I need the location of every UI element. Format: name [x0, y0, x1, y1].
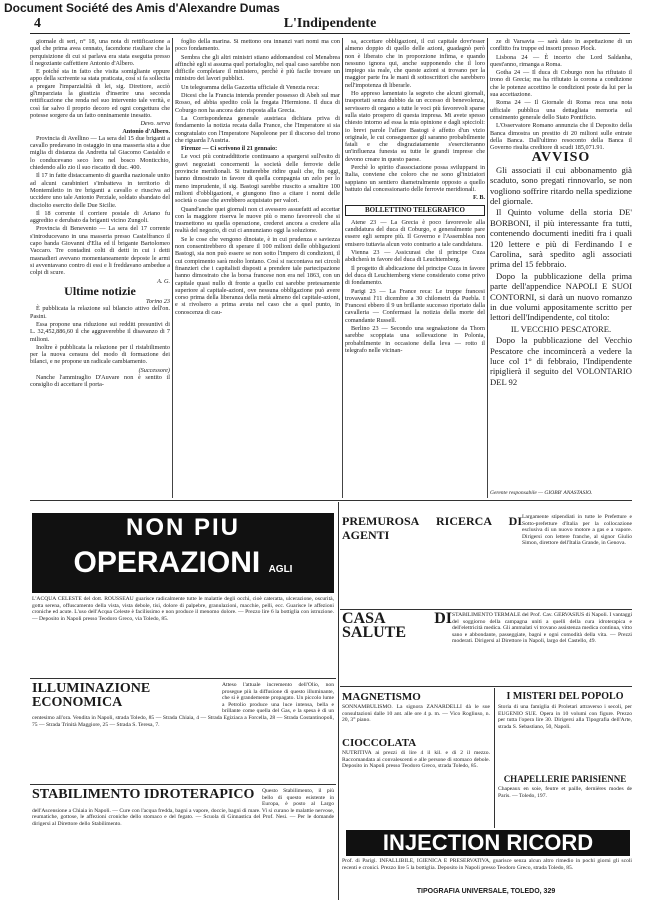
telegram: Atene 23 — La Grecia è poco favorevole alla candidatura del duca di Coburgo, e generalmente pare essere egli sempre più. Il Governo e l'Assemblea non emisero tuttavia alcun voto contrario a tale candidatura. [345, 218, 485, 248]
novel-title: IL VECCHIO PESCATORE. [510, 323, 612, 334]
casa-salute-title: CASA DI SALUTE [342, 612, 452, 641]
telegram: L'Osservatore Romano annunzia che il Deposito della Banca dimostra un prestito di 20 milioni sulle entrate della Banca. Dall'ultimo resoconto della Banca il Governo risulta creditore di scudi 185,071.91. [490, 122, 632, 152]
column-rule [172, 38, 173, 498]
article-paragraph: E poiché sta in fatto che visita somigliante eppure appo della scrivente sa stata praticata, così si fa sollecita a pregare l'imparzialità di lei, sig. Direttore, acciò gl'imparziata la giustizia d'inserire una seconda rettificazione che renda nel suo intervento tale verità, e così far salvo il proprio decoro ed ogni congettura che potesse sorgere da un fatto onninamente inesatto. [30, 68, 170, 119]
premurosa-title: PREMUROSA RICERCA DI AGENTI [342, 514, 522, 542]
stabilimento-ad [32, 788, 334, 896]
article-paragraph: La Corrispondenza generale austriaca dichiara priva di fondamento la notizia recata dalla France, che l'Imperatore si sia congratulato con l'Imperatore Napoleone per il discorso del trono che riguarda l'Austria. [175, 114, 340, 144]
article-paragraph: Nanche l'ammiraglio D'Auvare non è sentito il consiglio di accettare il porta- [30, 374, 170, 389]
column-2 [175, 38, 340, 498]
article-paragraph: Il 17 in fatte distaccamento di guardia nazionale unito ad alcuni carabinieri s'imbatteva in territorio di Montemiletto in tre briganti a cavallo e riusciva ad uccidere uno tale Antonio Perziale, soldato sbandato del disciolto esercito delle Due Sicilie. [30, 172, 170, 209]
gerente-line: Gerente responsabile — GIOBB' ANASTASIO. [490, 490, 593, 496]
article-paragraph: sa, accettare obbligazioni, il cui capitale dovr'esser almeno doppio di quello delle azioni, guadagnò però non è liberato che in proporzione infima, e quando nessuno ignora qui, anche supponendo che il loro impiego sia reale, che queste azioni si trovano per la maggior parte fra le mani di sottoscrittori che sarebbero nell'impotenza di liberarle. [345, 38, 485, 89]
article-paragraph: Quand'anche quei giornali non ci avessero assuefatti ad accettar con la maggiore riserva le nuove più o meno favorevoli che si trasmettono su quella operazione, crederei ancora a credere alla realtà del negozio, di cui ci annunziano oggi la soluzione. [175, 205, 340, 235]
notice-paragraph: Dopo la pubblicazione del Vecchio Pescatore che incomincerà a vedere la luce col 1° di febbraio, l'Indipendente ripiglierà il seguito del VOLONTARIO DEL 92 [490, 335, 632, 387]
illuminazione-body: Atteso l'attuale incremento dell'Olio, non prosegue più la diffusione di questo illuminante, che si è grandemente propagato. Un piccolo lume a Petrolio produce una luce intensa, bella e brillante come quella del Gas, e la spesa è di un centesimo all'ora. Vendita in Napoli, strada Toledo, 85 — Strada Chiaia, 4 — Strada Egiziaca a Forcella, 28 — Strada Costantinopoli, 75 — Strada Trinità Maggiore, 25 — Strada S. Teresa, 7. [32, 682, 334, 728]
ads-inner-rule [494, 688, 495, 828]
article-paragraph: Se le cose che vengono dinotate, è in cui prudenza e saviezza non consentirebbero di sperare il 100 milioni delle obbligazioni Bastogi, sia non può essere se non sotto l'impero di condizioni, il cui compimento sarà molto lontano. Così si raccontava nei circoli finanzieri che i capitalisti disposti a prendere tale partecipazione hanno dimostrato che la borsa francese non era nel 1863, con un capitale quasi nullo di fronte a quello cui sarebbe pretesamente superiore al capitale-azioni, ove nessuna obbligazione può avere corso prima della liberanza della metà almeno del capitale-azioni, e si rivolsero a prima avuta nel caso che a quel punto, in conoscenza di cau- [175, 235, 340, 316]
avviso-heading: AVVISO [531, 150, 591, 166]
article-paragraph: Perchè lo spirito d'associazione possa svilupparsi in Italia, conviene che coloro che ne sono gl'iniziatori sappiano un sentiero diametralmente opposto a quello battuto dal concessionario delle ferrovie meridionali. [345, 164, 485, 193]
article-paragraph: Il 18 corrente il corriere postale di Ariano fu aggredito e derubato da briganti vicino Zungoli. [30, 209, 170, 225]
occhi-title-line1: NON PIU [125, 514, 240, 541]
notice-paragraph: Dopo la pubblicazione della prima parte dell'appendice NAPOLI E SUOI CONTORNI, si darà un nuovo romanzo in due volumi appositamente scritto per lettori dell'Indipendente, col titolo: [490, 270, 632, 323]
chapellerie-ad [498, 772, 632, 826]
article-paragraph: Sembra che gli altri ministri stiano addomandosi col Menabrea affinchè egli si assuma quel portafoglio, nel qual caso sarebbe non difficile completare il ministero, perchè è più facile trovare un ministro dei lavori pubblici. [175, 53, 340, 83]
masthead: L'Indipendente [283, 16, 377, 31]
article-paragraph: Essa propone una riduzione sui redditi presuntivi di L. 32,452,886,60 il che aggraverebbe il disavanzo di 7 milioni. [30, 320, 170, 343]
column-1 [30, 38, 170, 498]
telegram: Roma 24 — Il Giornale di Roma reca una nota ufficiale pubblica una dettagliata memoria sul censimento generale dello Stato Pontificio. [490, 99, 632, 121]
magnetismo-body: SONNAMBULISMO. La signora ZANARDELLI dà le sue consultazioni dalle 10 ant. alle ore 4 p. m. — Vico Rogliuso, n. 20, 3° piano. [342, 704, 490, 724]
premurosa-ad [342, 514, 632, 609]
article-paragraph: Le voci più contraddittorie continuano a spargersi sull'esito di gravi negoziati concernenti la società delle ferrovie delle provincie meridionali. Si tratterebbe ridire quali che, fin oggi, hanno dimostrato in favore di quella compagnia un zelo per lo meno imprudente, il sig. Bastogi sarebbe riuscito a smaltire 100 milioni d'obbligazioni, e giungono fino a citare i nomi delle società o case che avrebbero acquistato per valori. [175, 153, 340, 205]
signature-prefix: Devo. serva [140, 120, 170, 128]
article-paragraph: Inoltre è pubblicata la relazione per il ristabilimento per la nuova censura del modo di formazione dei bilanci, e ne propone un radicale cambiamento. [30, 343, 170, 366]
article-paragraph: Un telegramma della Gazzetta ufficiale di Venezia reca: [181, 83, 320, 91]
misteri-body: Storia di una famiglia di Proletari attraverso i secoli, per EUGENIO SUE. Opera in 10 volumi con figure. Prezzo per tutta l'opera lire 30. Dirigersi alla Tipografia dell'Arte, strada S. Sebastiano, 50, Napoli. [498, 704, 632, 730]
column-rule [487, 38, 488, 498]
occhi-banner [32, 513, 334, 593]
telegram: Berlino 23 — Secondo una segnalazione da Thorn sarebbe scoppiata una sollevazione in Polonia, probabilmente in occasione della leva — rotto il telegrafo nelle vicinan- [345, 324, 485, 354]
casa-salute-body: STABILIMENTO TERMALE del Prof. Cav. GERVASIUS di Napoli. I vantaggi del soggiorno della campagna uniti a quelli della cura idroterapica e dell'elettricità medica. Gli ammalati vi trovano assistenza medica continua, vitto sano e abbondante, passeggiate, bagni e ogni comodità della vita. — Prezzi moderati. Dirigersi al Direttore in Napoli, largo del Castello, 49. [452, 612, 632, 645]
cioccolata-ad [342, 736, 490, 826]
column-4 [490, 38, 632, 498]
column-rule [342, 38, 343, 498]
dateline: Firenze — Ci scrivono il 21 gennaio: [181, 145, 278, 153]
article-paragraph: È pubblicata la relazione sul bilancio attivo dell'on. Pasini. [30, 305, 170, 320]
printer-footer: TIPOGRAFIA UNIVERSALE, TOLEDO, 329 [416, 888, 556, 895]
page-header [30, 16, 630, 34]
magnetismo-title: MAGNETISMO [342, 691, 421, 703]
misteri-ad [498, 690, 632, 770]
article-paragraph: giornale di seri, n° 18, una nota di rettificazione a quel che prima avea cennato, facendone risultare che la perquisizione di cui si parlava era stata eseguita presso il negoziante caffettiere Antonio d'Albero. [30, 38, 170, 67]
notice-paragraph: Gli associati il cui abbonamento già scaduto, sono pregati rinnovarlo, se non vogliono soffrire ritardo nella spedizione del giornale. [490, 164, 632, 206]
magnetismo-ad [342, 690, 490, 732]
article-paragraph: Provincia di Benevento — La sera del 17 corrente s'introducevano in una masseria presso Castelfranco il capo banda Giovanni d'Elia ed il brigante Bartolomeo Vaccaro. Tre contadini colti di detti in cui i detti masnadieri avevano momentaneamente deposte le armi si avventavano contro di essi e li freddavano ambedue a colpi di scure. [30, 225, 170, 277]
signature: A. G. [157, 277, 170, 285]
telegram: Lisbona 24 — È incerto che Lord Saldanha, quest'anno, rimanga a Roma. [490, 53, 632, 68]
telegram: ze di Varsavia — sarà dato in aspettazione di un conflitto fra truppe ed insorti presso Plock. [490, 38, 632, 53]
cioccolata-title: CIOCCOLATA [342, 737, 417, 749]
ads-column-rule [338, 502, 339, 900]
injection-ricord-body: Prof. di Parigi. INFALLIBILE, IGIENICA E PRESERVATIVA, guarisce senza alcun altro rimedio in pochi giorni gli scoli recenti e cronici. Prezzo lire 5 la bottiglia. Deposito in Napoli presso Teodoro Greco, strada Toledo, 85. [342, 858, 632, 871]
telegram: Gotha 24 — Il duca di Coburgo non ha rifiutato il trono di Grecia; ma ha rifiutato la corona a condizione che le potenze accettino le condizioni poste da lui per la sua accettazione. [490, 69, 632, 99]
stabilimento-title: STABILIMENTO IDROTERAPICO [32, 788, 255, 802]
article-paragraph: foglio della marina. Si mettono ora innanzi vari nomi ma con poco fondamento. [175, 38, 340, 53]
cioccolata-body: NUTRITIVA ai prezzi di lire 4 il kil. e di 2 il mezzo. Raccomandata ai convalescenti e alle persone di stomaco debole. Deposito in Napoli presso Teodoro Greco, strada Toledo, 85. [342, 750, 490, 770]
injection-ricord-banner: INJECTION RICORD [346, 830, 630, 856]
article-paragraph: Provincia di Avellino — La sera del 15 due briganti a cavallo predavano in ostaggio in una masseria sita a due miglia di distanza da Andretta tal Giacomo Castaldo e lo conducevano seco loro nel bosco Monticchio, chiedendo allo zio il suo riscatto di duc. 400. [30, 134, 170, 172]
chapellerie-body: Chapeaux en soie, feutre et paille, dernières modes de Paris. — Toledo, 197. [498, 786, 632, 799]
signature: F. B. [473, 194, 485, 202]
telegram: Vienna 23 — Assicurasi che il principe Cuza abdicherà in favore del duca di Leuchtemberg. [345, 249, 485, 264]
premurosa-body: Largamente stipendiati in tutte le Prefetture e Sotto-prefetture d'Italia per la collocazione esclusiva di un nuovo motore a gas e a vapore. Dirigersi con lettere franche, al signor Giulio Simon, direttore dell'Italia Grande, in Genova. [522, 514, 632, 547]
illuminazione-ad [32, 682, 334, 782]
ad-divider [30, 678, 336, 679]
stabilimento-body: Questo Stabilimento, il più bello di questo esistente in Europa, è posto al Largo dell'Ascensione a Chiaia in Napoli. — Cure con l'acqua fredda, bagni a vapore, doccie, bagni di mare. Vi si curano le malattie nervose, reumatiche, gottose, le affezioni croniche dello stomaco e del fegato. — Scuola di Ginnastica del Prof. Nesi. — Per le domande dirigersi al Direttore dello Stabilimento. [32, 788, 334, 827]
site-banner: Document Société des Amis d'Alexandre Dumas [4, 1, 280, 15]
bollettino-heading: BOLLETTINO TELEGRAFICO [345, 205, 485, 216]
page-number: 4 [34, 16, 41, 31]
notice-paragraph: Il Quinto volume della storia DE' BORBONI, il più interessante fra tutti, contenendo documenti inediti fra i quali 120 lettere e più di Ferdinando I e Carolina, sarà spedito agli associati prima del 15 febbraio. [490, 207, 632, 270]
telegram: Il progetto di abdicazione del principe Cuza in favore del duca di Leuchtemberg viene considerato come privo di fondamento. [345, 264, 485, 287]
occhi-ad-body: L'ACQUA CELESTE del dott. ROUSSEAU guarisce radicalmente tutte le malattie degli occhi, cioè cateratta, ulcerazione, oscurità, gotta serena, offuscamento della vista, vista debole, tisi, dolore di palpebre, granulazioni, macchie, pelli, ecc. Guarisce le affezioni croniche ed acute. L'uso dell'Acqua Celeste è facilissimo e non produce il menomo dolore. — Prezzo lire 6 la bottiglia con istruzione. — Deposito in Napoli presso Teodoro Greco, via Toledo, 85. [32, 596, 334, 622]
article-paragraph: Ho appreso lamentato la segreto che alcuni giornali, trasportati senza dubbio da un eccesso di benevolenza, servissero di organo a tutte le voci più favorevoli sparse sulla stato prospero di questa impresa. Mi avete spesso chiesto intorno ad essa la mia opinione e dagli spiccioli: io brevi parole l'affare Bastogi è affetto d'un vizio originale, le cui conseguenze gli saranno probabilmente fatali e che disgraziatamente s'eserciteranno un'influenza funesta su tutte le grandi imprese che devono creare in questo paese. [345, 90, 485, 163]
ads-divider [30, 500, 632, 501]
telegram: Parigi 23 — La France reca: Le truppe francesi trovavansi l'11 dicembre a 30 chilometri da Puebla. I Francesi ebbero il 9 un brillante successo riportato dalla cavalleria — Confermasi la notizia della morte del comandante Russell. [345, 287, 485, 324]
column-3 [345, 38, 485, 498]
section-heading: Ultime notizie [64, 283, 136, 298]
ad-divider [30, 784, 336, 785]
ad-divider [340, 686, 632, 687]
occhi-title-agli: AGLI [268, 564, 293, 575]
article-paragraph: Dicesi che la Francia intenda prender possesso di Abeh sul mar Rosso, ed abbia spedito colà la fregata l'Hermione. Il duca di Coburgo non ha ancora dato risposta alla Grecia. [175, 92, 340, 114]
misteri-title: I MISTERI DEL POPOLO [506, 691, 624, 702]
illuminazione-title: ILLUMINAZIONE ECONOMICA [32, 682, 151, 710]
occhi-title-line2: OPERAZIONI [73, 546, 261, 579]
dateline: Torino 23 [145, 298, 170, 306]
signature: Antonio d'Albero. [122, 127, 170, 135]
ad-divider [340, 609, 632, 610]
casa-salute-ad [342, 612, 632, 684]
chapellerie-title: CHAPELLERIE PARISIENNE [503, 774, 627, 784]
signature: (Successore) [138, 366, 170, 374]
